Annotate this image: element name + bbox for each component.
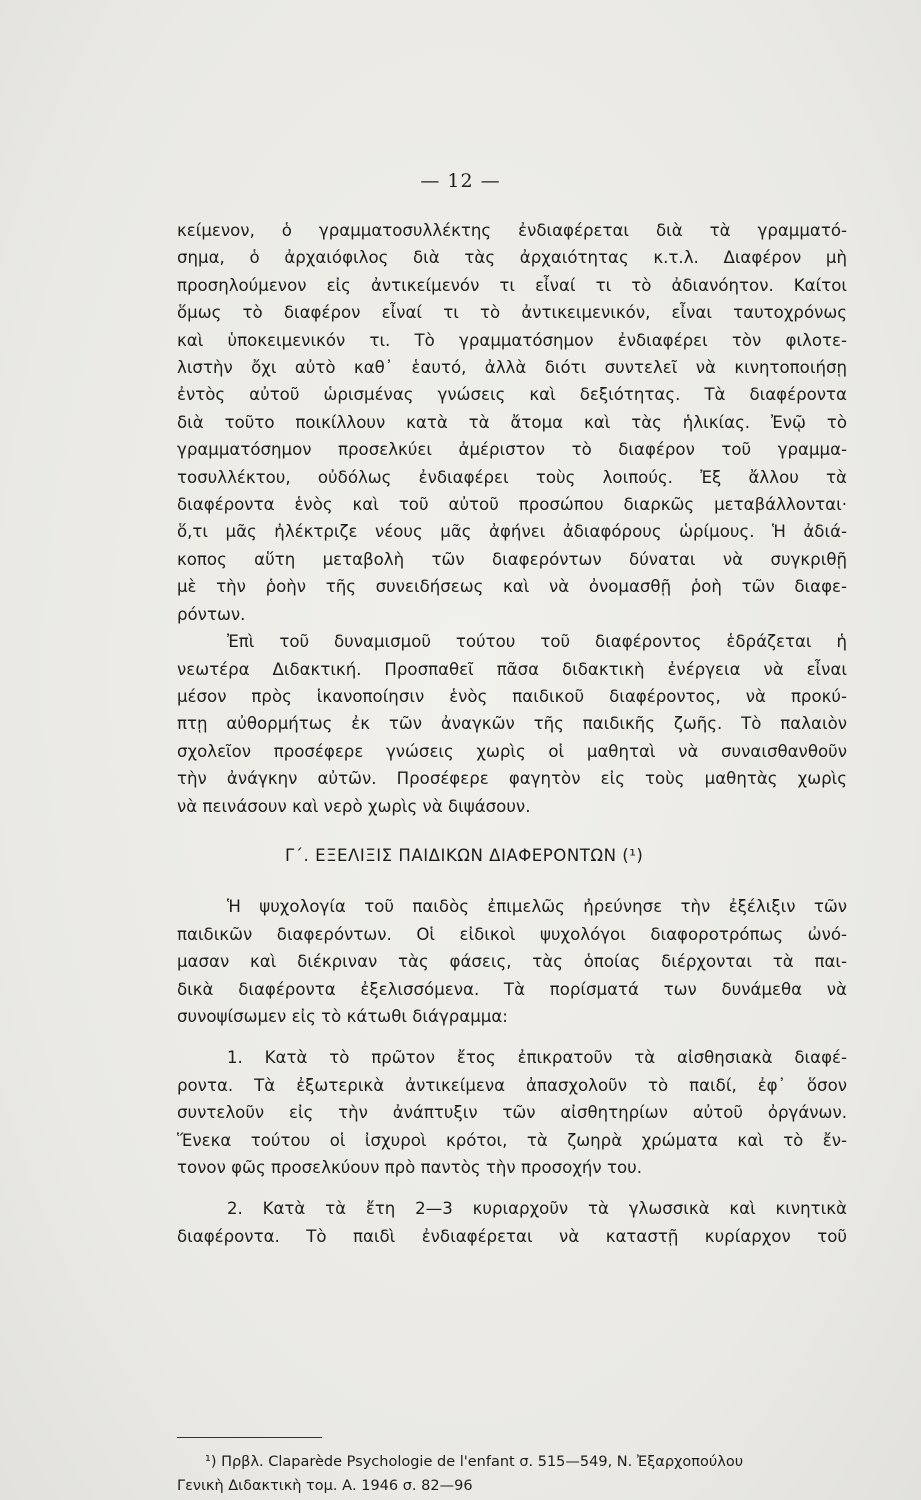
text-line: μὲ τὴν ῥοὴν τῆς συνειδήσεως καὶ νὰ ὀνομασθῇ ῥοὴ τῶν διαφε- [177, 577, 847, 597]
paragraph-5 [177, 1195, 847, 1250]
text-line: ὅμως τὸ διαφέρον εἶναί τι τὸ ἀντικειμενικόν, εἶναι ταυτοχρόνως [177, 303, 847, 323]
footnote [177, 1450, 847, 1498]
text-line: Ἕνεκα τούτου οἱ ἰσχυροὶ κρότοι, τὰ ζωηρὰ χρώματα καὶ τὸ ἔν- [177, 1130, 847, 1150]
footnote-rule [177, 1437, 322, 1438]
text-line: ρόντων. [177, 604, 246, 624]
section-heading: Γ΄. ΕΞΕΛΙΞΙΣ ΠΑΙΔΙΚΩΝ ΔΙΑΦΕΡΟΝΤΩΝ (¹) [285, 845, 644, 865]
paragraph-4 [177, 1044, 847, 1181]
text-line: Ἐπὶ τοῦ δυναμισμοῦ τούτου τοῦ διαφέροντος ἑδράζεται ἡ [227, 632, 847, 652]
text-line: διὰ τοῦτο ποικίλλουν κατὰ τὰ ἄτομα καὶ τὰς ἡλικίας. Ἐνῷ τὸ [177, 412, 847, 432]
text-line: πτῃ αὐθορμήτως ἐκ τῶν ἀναγκῶν τῆς παιδικῆς ζωῆς. Τὸ παλαιὸν [177, 714, 847, 734]
text-line: προσηλούμενον εἰς ἀντικείμενόν τι εἶναί τι τὸ ἀδιανόητον. Καίτοι [177, 275, 847, 295]
text-line: μέσον πρὸς ἱκανοποίησιν ἑνὸς παιδικοῦ διαφέροντος, νὰ προκύ- [177, 686, 847, 706]
text-line: τονον φῶς προσελκύουν πρὸ παντὸς τὴν προσοχήν του. [177, 1158, 642, 1177]
text-line: μασαν καὶ διέκριναν τὰς φάσεις, τὰς ὁποίας διέρχονται τὰ παι- [177, 952, 847, 972]
text-line: διαφέροντα ἑνὸς καὶ τοῦ αὐτοῦ προσώπου διαρκῶς μεταβάλλονται· [177, 495, 847, 515]
text-line: νεωτέρα Διδακτική. Προσπαθεῖ πᾶσα διδακτικὴ ἐνέργεια νὰ εἶναι [177, 659, 847, 679]
footnote-line: ¹) Πρβλ. Claparède Psychologie de l'enfant σ. 515—549, Ν. Ἐξαρχοπούλου [205, 1454, 744, 1470]
paragraph-3 [177, 893, 847, 1030]
paragraph-2 [177, 628, 847, 820]
text-line: Ἡ ψυχολογία τοῦ παιδὸς ἐπιμελῶς ἠρεύνησε τὴν ἐξέλιξιν τῶν [227, 897, 847, 917]
text-line: κοπος αὕτη μεταβολὴ τῶν διαφερόντων δύναται νὰ συγκριθῇ [177, 549, 847, 569]
text-line: ροντα. Τὰ ἐξωτερικὰ ἀντικείμενα ἀπασχολοῦν τὸ παιδί, ἐφ᾿ ὅσον [177, 1075, 847, 1095]
text-line: λιστὴν ὄχι αὐτὸ καθ᾿ ἑαυτό, ἀλλὰ διότι συντελεῖ νὰ κινητοποιήσῃ [177, 358, 847, 378]
text-line: σημα, ὁ ἀρχαιόφιλος διὰ τὰς ἀρχαιότητας κ.τ.λ. Διαφέρον μὴ [177, 248, 847, 268]
text-line: ἐντὸς αὐτοῦ ὡρισμένας γνώσεις καὶ δεξιότητας. Τὰ διαφέροντα [177, 385, 847, 405]
text-line: συντελοῦν εἰς τὴν ἀνάπτυξιν τῶν αἰσθητηρίων αὐτοῦ ὀργάνων. [177, 1103, 847, 1123]
text-line: 1. Κατὰ τὸ πρῶτον ἔτος ἐπικρατοῦν τὰ αἰσθησιακὰ διαφέ- [227, 1048, 847, 1068]
text-line: παιδικῶν διαφερόντων. Οἱ εἰδικοὶ ψυχολόγοι διαφοροτρόπως ὠνό- [177, 924, 847, 944]
text-line: τὴν ἀνάγκην αὐτῶν. Προσέφερε φαγητὸν εἰς τοὺς μαθητὰς χωρὶς [177, 769, 847, 789]
body-text [177, 217, 847, 1250]
text-line: κείμενον, ὁ γραμματοσυλλέκτης ἐνδιαφέρεται διὰ τὰ γραμματό- [177, 221, 847, 240]
text-line: 2. Κατὰ τὰ ἔτη 2—3 κυριαρχοῦν τὰ γλωσσικὰ καὶ κινητικὰ [227, 1199, 847, 1219]
text-line: διαφέροντα. Τὸ παιδὶ ἐνδιαφέρεται νὰ καταστῇ κυρίαρχον τοῦ [177, 1226, 847, 1246]
footnote-line: Γενικὴ Διδακτικὴ τομ. Α. 1946 σ. 82—96 [177, 1478, 473, 1494]
text-line: καὶ ὑποκειμενικόν τι. Τὸ γραμματόσημον ἐνδιαφέρει τὸν φιλοτε- [177, 330, 847, 350]
paragraph-1 [177, 217, 847, 628]
text-line: τοσυλλέκτου, οὐδόλως ἐνδιαφέρει τοὺς λοιπούς. Ἐξ ἄλλου τὰ [177, 467, 847, 487]
text-line: νὰ πεινάσουν καὶ νερὸ χωρὶς νὰ διψάσουν. [177, 796, 531, 816]
text-line: συνοψίσωμεν εἰς τὸ κάτωθι διάγραμμα: [177, 1006, 508, 1026]
text-line: σχολεῖον προσέφερε γνώσεις χωρὶς οἱ μαθηταὶ νὰ συναισθανθοῦν [177, 741, 847, 761]
text-line: γραμματόσημον προσελκύει ἀμέριστον τὸ διαφέρον τοῦ γραμμα- [177, 440, 847, 460]
page-number: — 12 — [420, 170, 501, 192]
text-line: ὅ,τι μᾶς ἠλέκτριζε νέους μᾶς ἀφήνει ἀδιαφόρους ὡρίμους. Ἡ ἀδιά- [177, 522, 847, 542]
text-line: δικὰ διαφέροντα ἐξελισσόμενα. Τὰ πορίσματά των δυνάμεθα νὰ [177, 979, 847, 999]
